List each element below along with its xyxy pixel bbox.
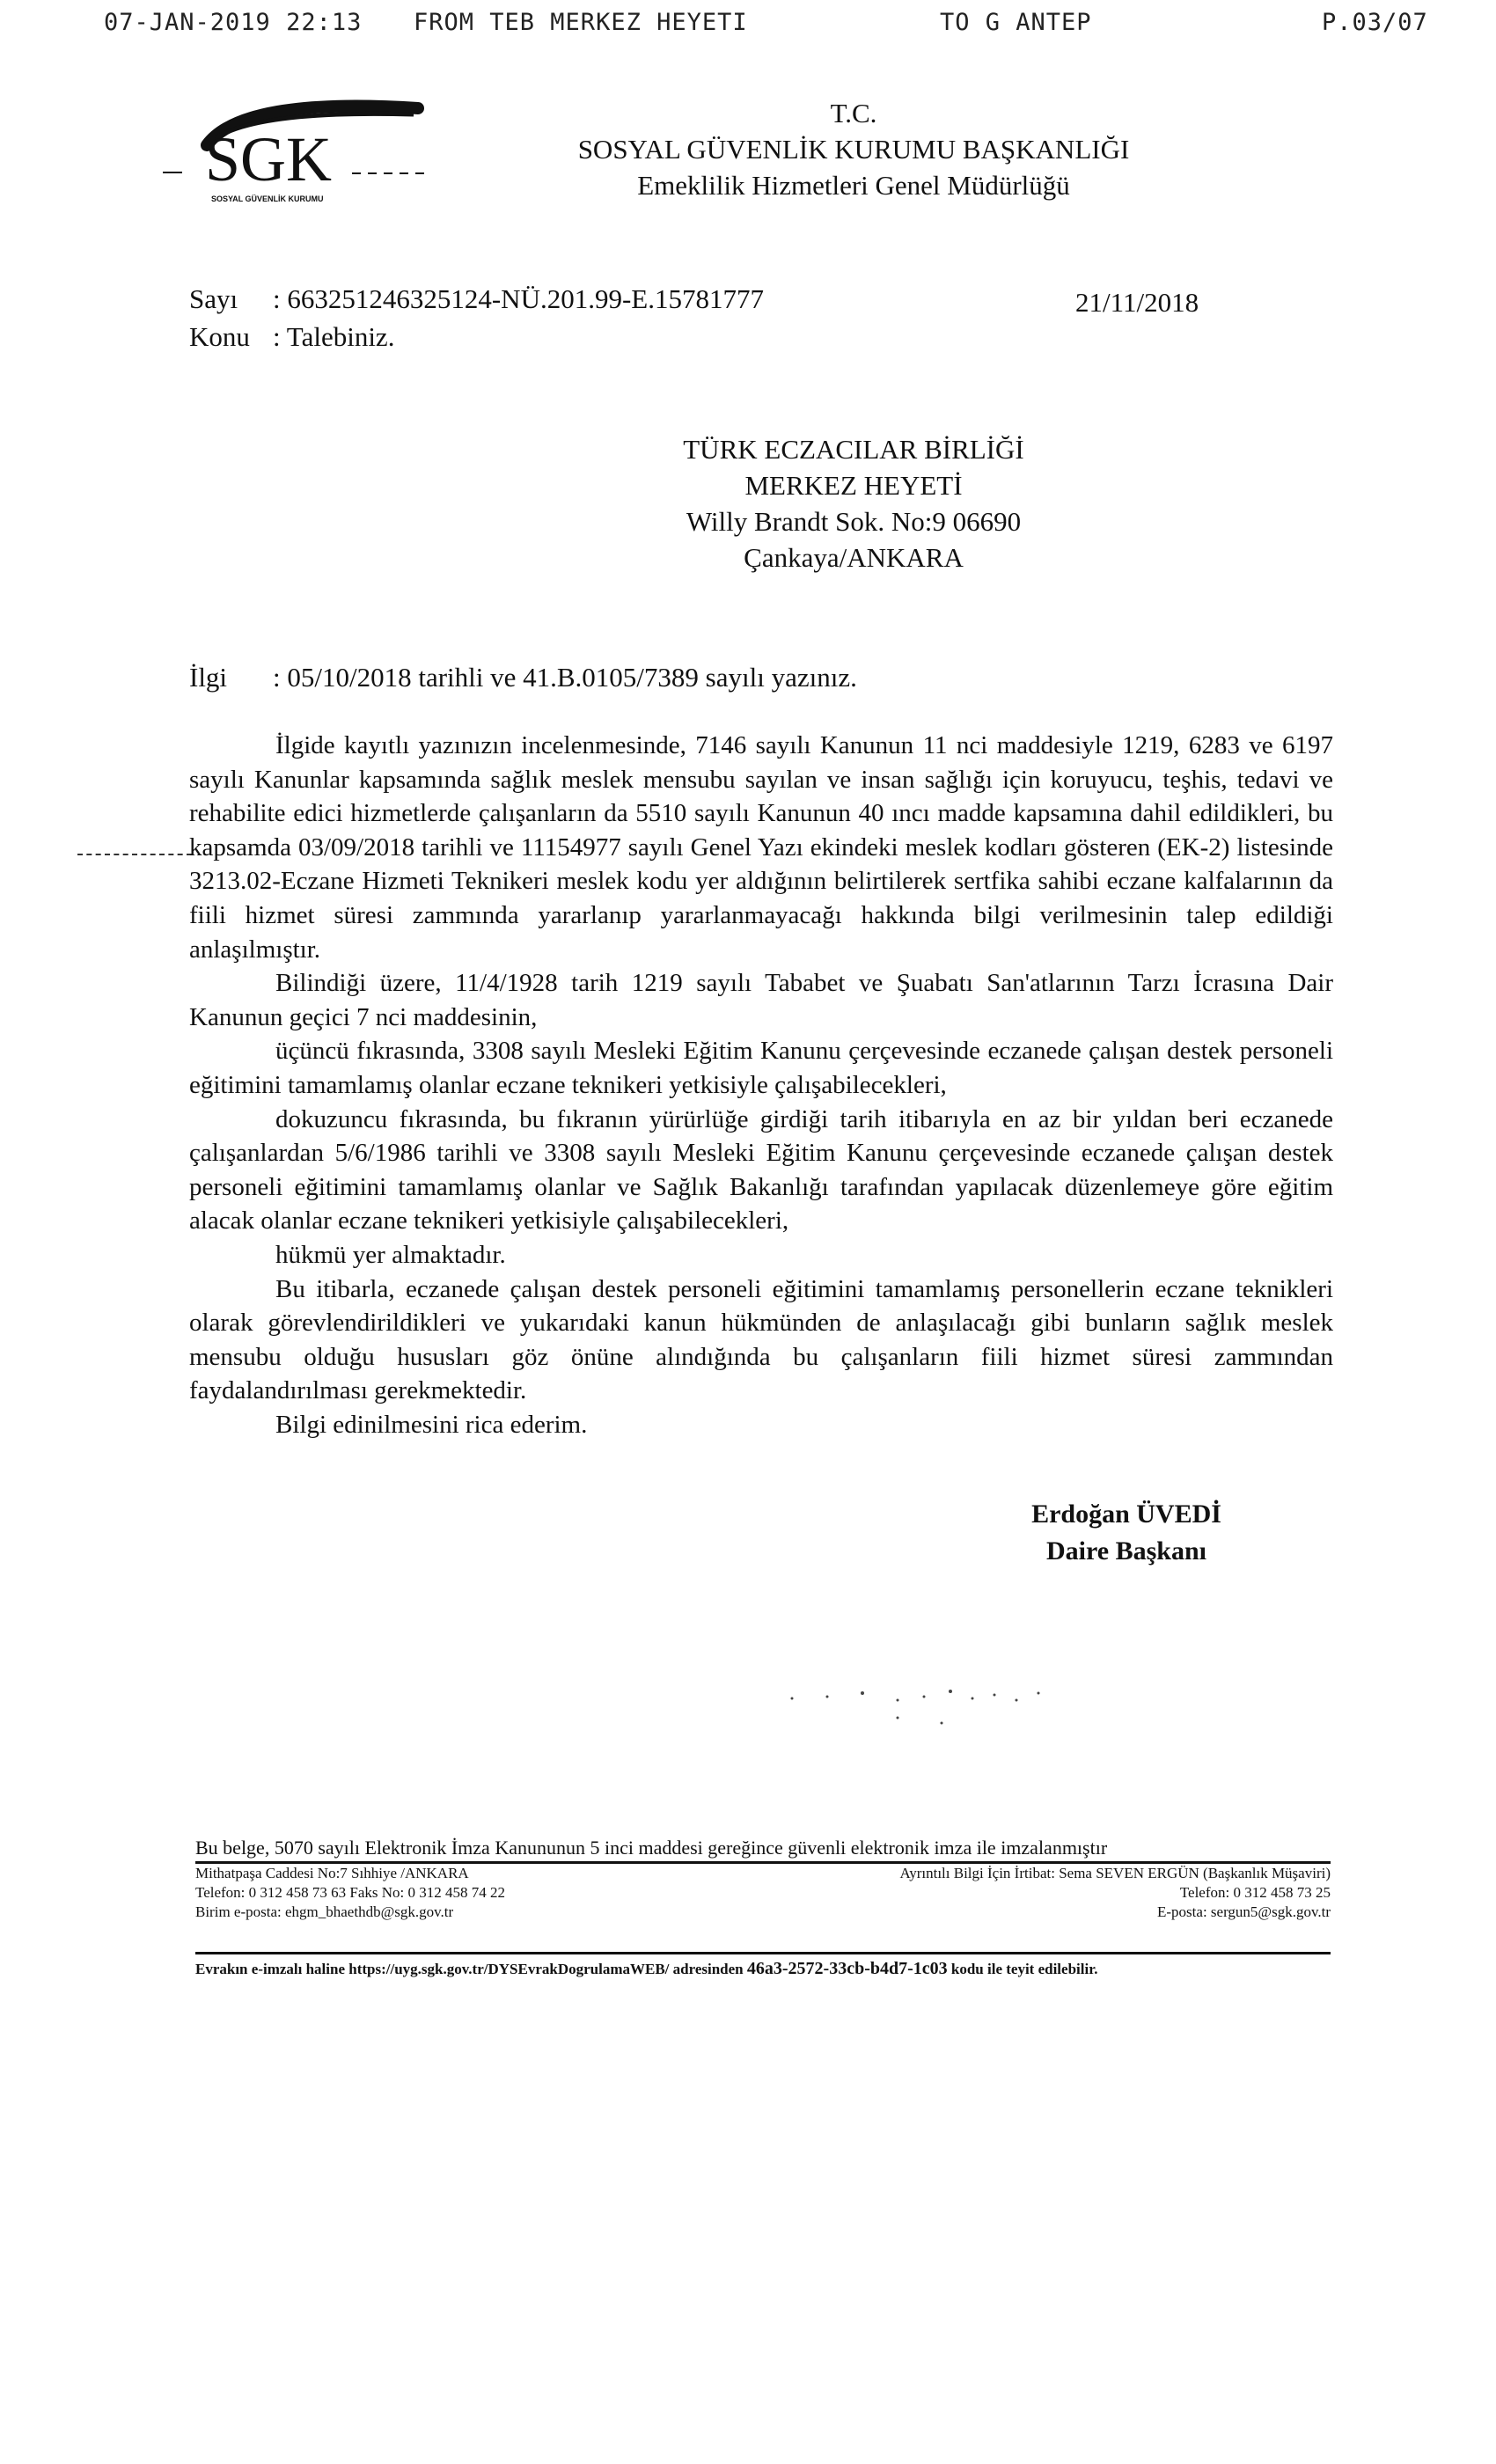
footer-contact-phone: Telefon: 0 312 458 73 25 [1179, 1884, 1331, 1901]
paragraph-hukmu: hükmü yer almaktadır. [275, 1240, 506, 1269]
signature-name: Erdoğan ÜVEDİ [1031, 1500, 1221, 1529]
verify-prefix: Evrakın e-imzalı haline https://uyg.sgk.gov.tr/DYSEvrakDogrulamaWEB/ adresinden [195, 1961, 744, 1977]
sgk-logo [189, 92, 444, 211]
recipient-line3: Willy Brandt Sok. No:9 06690 [686, 506, 1022, 537]
e-signature-notice: Bu belge, 5070 sayılı Elektronik İmza Kanununun 5 inci maddesi gereğince güvenli elektronik imza ile imzalanmıştır [195, 1837, 1331, 1864]
fax-datetime: 07-JAN-2019 22:13 [104, 9, 363, 36]
ilgi-value: : 05/10/2018 tarihli ve 41.B.0105/7389 sayılı yazınız. [273, 662, 857, 693]
logo-dash [163, 172, 182, 173]
footer-row-2 [195, 1883, 1331, 1903]
fax-page: P.03/07 [1322, 9, 1428, 36]
paragraph-bilgi: Bilgi edinilmesini rica ederim. [275, 1410, 588, 1439]
sayi-label: Sayı [189, 283, 238, 314]
paragraph-bu-itibarla: Bu itibarla, eczanede çalışan destek personeli eğitimini tamamlamış personellerin eczane teknikleri olarak görevlendirildikleri ve yukarıdaki kanun hükmünden de anlaşılacağı gibi bunların sağlık meslek mensubu olduğu hususları göz önüne alındığında bu çalışanların fiili hizmet süresi zammından faydalandırılması gerekmektedir. [189, 1274, 1333, 1405]
scan-specks-graphic [774, 1681, 1091, 1734]
fax-to: TO G ANTEP [940, 9, 1092, 36]
footer-contact-person: Ayrıntılı Bilgi İçin İrtibat: Sema SEVEN ERGÜN (Başkanlık Müşaviri) [899, 1865, 1331, 1881]
logo-text: SGK [205, 124, 333, 194]
signature-block [950, 1496, 1302, 1570]
recipient-line4: Çankaya/ANKARA [744, 542, 964, 573]
letterhead-line3: Emeklilik Hizmetleri Genel Müdürlüğü [637, 170, 1070, 201]
ilgi-row [189, 658, 857, 696]
footer-contact-email: E-posta: sergun5@sgk.gov.tr [1157, 1903, 1331, 1920]
verification-line [195, 1952, 1331, 1979]
paragraph-ucuncu: üçüncü fıkrasında, 3308 sayılı Mesleki Eğitim Kanunu çerçevesinde eczanede çalışan destek personeli eğitimini tamamlamış olanlar eczane teknikeri yetkisiyle çalışabilecekleri, [189, 1037, 1333, 1099]
footer-row-1 [195, 1864, 1331, 1883]
margin-dash-mark [77, 854, 192, 855]
footer-phone-fax: Telefon: 0 312 458 73 63 Faks No: 0 312 458 74 22 [195, 1884, 506, 1901]
recipient-block [431, 431, 1276, 576]
scan-specks [774, 1681, 1091, 1734]
letterhead-line1: T.C. [830, 98, 877, 128]
konu-value: : Talebiniz. [273, 321, 395, 352]
letterhead-line2: SOSYAL GÜVENLİK KURUMU BAŞKANLIĞI [577, 134, 1130, 165]
konu-label: Konu [189, 321, 250, 352]
letter-body [189, 729, 1333, 1441]
sgk-logo-graphic [189, 92, 444, 211]
letterhead [440, 95, 1267, 203]
sayi-row [189, 280, 764, 318]
footer-unit-email: Birim e-posta: ehgm_bhaethdb@sgk.gov.tr [195, 1903, 454, 1920]
ilgi-label: İlgi [189, 662, 228, 693]
footer-contact [195, 1864, 1331, 1922]
footer-address: Mithatpaşa Caddesi No:7 Sıhhiye /ANKARA [195, 1865, 469, 1881]
sayi-value: : 663251246325124-NÜ.201.99-E.15781777 [273, 283, 764, 314]
paragraph-dokuzuncu: dokuzuncu fıkrasında, bu fıkranın yürürlüğe girdiği tarih itibarıyla en az bir yıldan beri eczanede çalışanlardan 5/6/1986 tarihli ve 3308 sayılı Mesleki Eğitim Kanunu çerçevesinde eczanede çalışan destek personeli eğitimini tamamlamış olanlar ve Sağlık Bakanlığı tarafından yapılacak düzenlemeye göre eğitim alacak olanlar eczane teknikeri yetkisiyle çalışabilecekleri, [189, 1104, 1333, 1236]
konu-row [189, 318, 394, 356]
logo-subtext: SOSYAL GÜVENLİK KURUMU [211, 194, 324, 203]
signature-title: Daire Başkanı [1046, 1536, 1206, 1566]
document-date: 21/11/2018 [1075, 287, 1199, 318]
recipient-line1: TÜRK ECZACILAR BİRLİĞİ [683, 434, 1024, 465]
paragraph-bilindigi: Bilindiği üzere, 11/4/1928 tarih 1219 sayılı Tababet ve Şuabatı San'atlarının Tarzı İcrasına Dair Kanunun geçici 7 nci maddesinin, [189, 969, 1333, 1031]
fax-from: FROM TEB MERKEZ HEYETI [414, 9, 748, 36]
footer-row-3 [195, 1903, 1331, 1922]
recipient-line2: MERKEZ HEYETİ [744, 470, 963, 501]
verify-code: 46a3-2572-33cb-b4d7-1c03 [746, 1959, 948, 1978]
verify-suffix: kodu ile teyit edilebilir. [950, 1961, 1098, 1977]
paragraph-ilgide: İlgide kayıtlı yazınızın incelenmesinde, 7146 sayılı Kanunun 11 nci maddesiyle 1219, 6283 ve 6197 sayılı Kanunlar kapsamında sağlık meslek mensubu sayılan ve insan sağlığı için koruyucu, teşhis, tedavi ve rehabilite edici hizmetlerde çalışanların da 5510 sayılı Kanunun 40 ıncı madde kapsamına dahil edildikleri, bu kapsamda 03/09/2018 tarihli ve 11154977 sayılı Genel Yazı ekindeki meslek kodları gösteren (EK-2) listesinde 3213.02-Eczane Hizmeti Teknikeri meslek kodu yer aldığının belirtilerek sertfika sahibi eczane kalfalarının da fiili hizmet süresi zammında yararlanıp yararlanmayacağı hakkında bilgi verilmesinin talep edildiği anlaşılmıştır. [189, 731, 1333, 964]
